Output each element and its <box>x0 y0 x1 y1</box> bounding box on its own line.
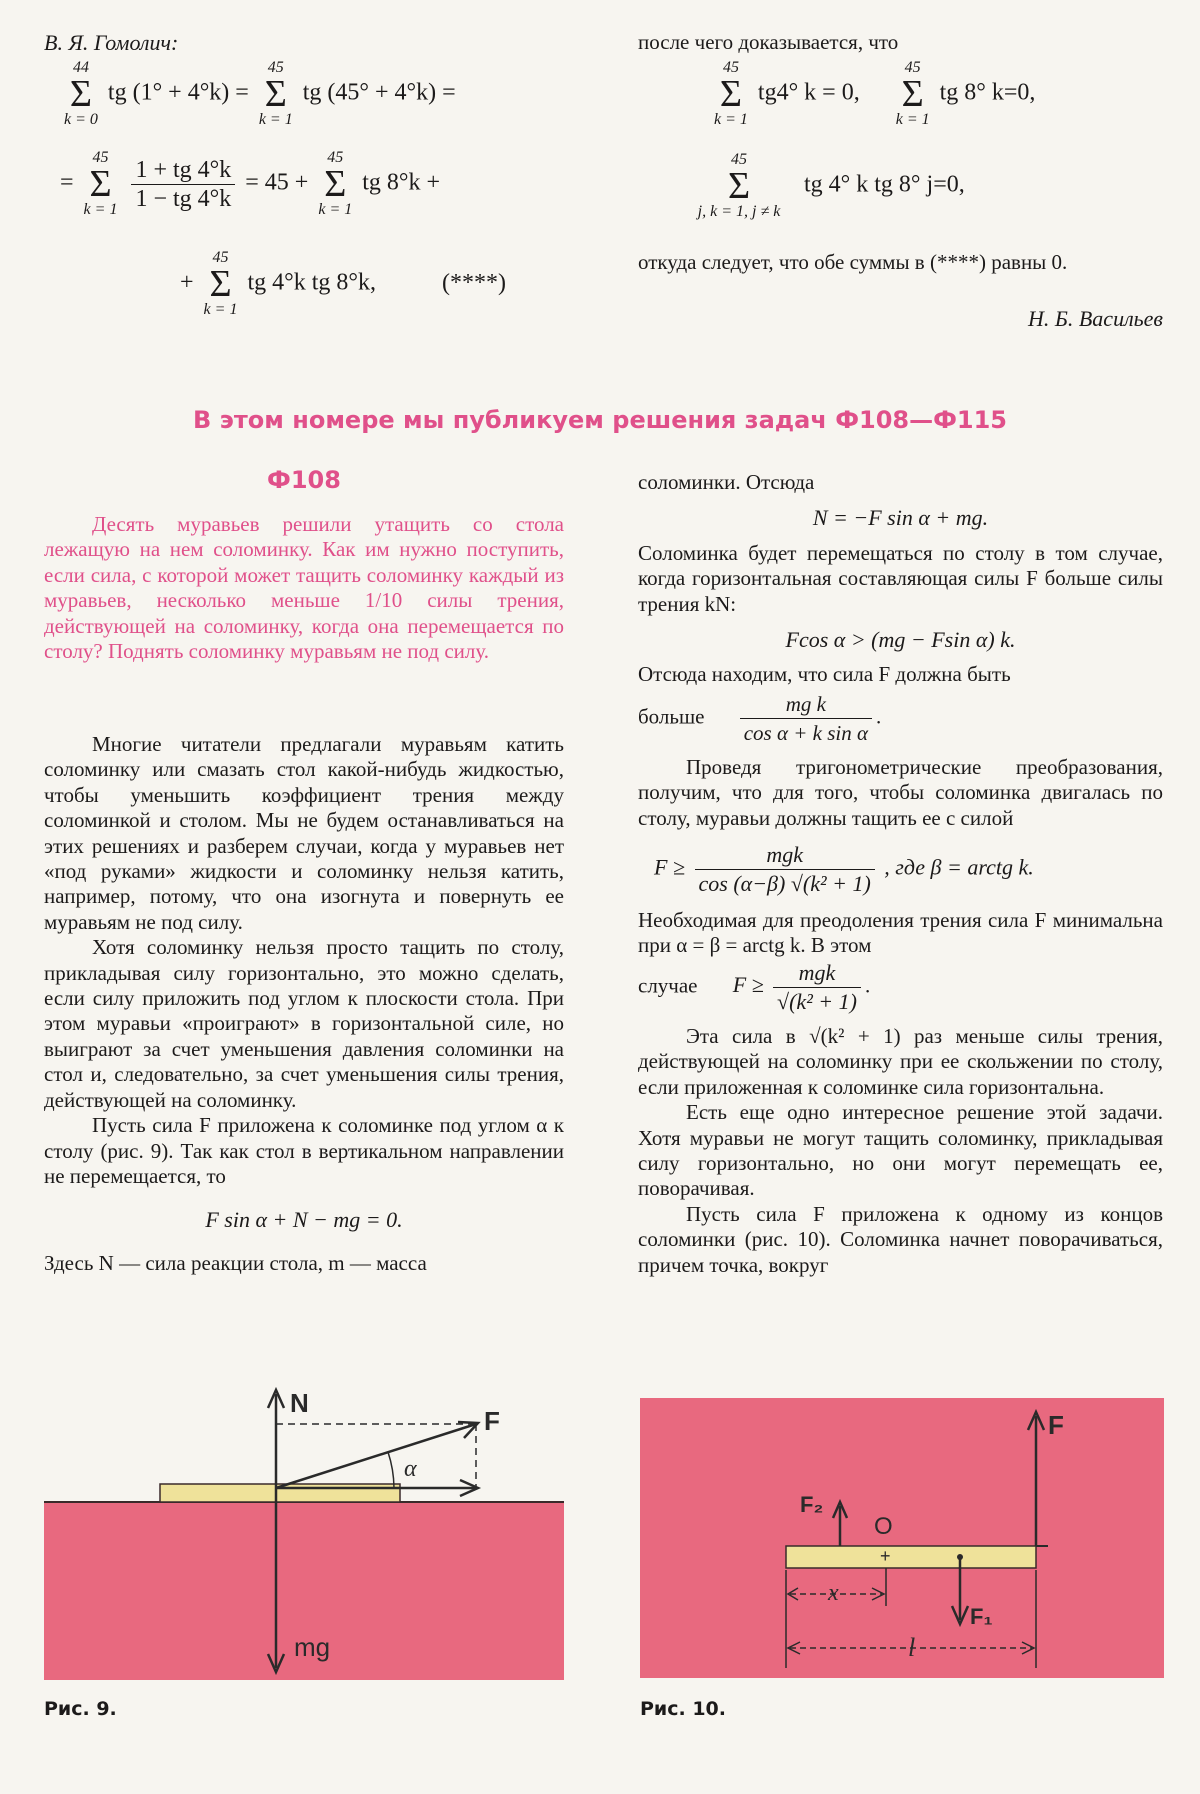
label-x: x <box>828 1580 839 1606</box>
problem-id: Ф108 <box>267 466 341 494</box>
left-paragraph-1: Многие читатели предлагали муравьям катить соломинку или смазать стол какой-нибудь жидкостью, чтобы уменьшить коэффициент трения между соломинкой и столом. Мы не будем останавливаться на этих решениях и разберем случаи, когда у муравьев нет «под руками» жидкости и соломинку нельзя катить, например, потому, что она изогнута и повернуть ее муравьям не под силу. <box>44 732 564 934</box>
problem-statement: Десять муравьев решили утащить со стола лежащую на нем соломинку. Как им нужно поступить, если сила, с которой может тащить соломинку каждый из муравьев, несколько меньше 1/10 силы трения, действующей на соломинку, когда она перемещается по столу? Поднять соломинку муравьям не под силу. <box>44 512 564 664</box>
equation-1: 44 Σ k = 0 tg (1° + 4°k) = 45 Σ k = 1 tg (45° + 4°k) = <box>64 59 456 128</box>
left-equation: F sin α + N − mg = 0. <box>205 1207 403 1233</box>
headline: В этом номере мы публикуем решения задач Ф108—Ф115 <box>193 406 1007 434</box>
figure-10 <box>640 1398 1164 1678</box>
arrow-F <box>276 1424 476 1488</box>
straw-2 <box>786 1546 1036 1568</box>
caption-fig-10: Рис. 10. <box>640 1698 726 1720</box>
equation-2: = 45 Σ k = 1 $\frac{1 + tg 4^\circ k}{1 - tg 4^\circ k}$ = 45 + 45 Σ k = 1 tg 8°k + <box>60 149 441 218</box>
svg-text:+: + <box>880 1546 891 1566</box>
figure-9 <box>44 1384 564 1680</box>
label-F: F <box>484 1406 500 1436</box>
right-equation-3: F ≥ $\frac{\text{mgk}}{\text{cos (α−β) √(k² + 1)}}$ , где β = arctg k. <box>654 842 1034 897</box>
label-O: O <box>874 1513 893 1540</box>
intro-right: после чего доказывается, что <box>638 30 899 54</box>
author-left: В. Я. Гомолич: <box>44 30 179 55</box>
label-N: N <box>290 1388 309 1418</box>
table-surface-2 <box>640 1398 1164 1678</box>
left-paragraph-2: Хотя соломинку нельзя просто тащить по столу, прикладывая силу горизонтально, это можно сделать, если силу приложить под углом к плоскости стола. При этом муравьи «проиграют» в горизонтальной силе, но выиграют за счет уменьшения давления соломинки на стол и, следовательно, за счет уменьшения силы трения, действующей на соломинку. <box>44 935 564 1112</box>
label-alpha: α <box>404 1456 417 1482</box>
caption-fig-9: Рис. 9. <box>44 1698 117 1720</box>
right-body: соломинки. Отсюда N = −F sin α + mg. Соломинка будет перемещаться по столу в том случае, когда горизонтальная составляющая силы F больше силы трения kN: Fcos α > (mg − Fsin α) k. Отсюда находим, что сила F должна быть больше $\frac{\text{mg k}}{\text{cos α + k sin α}}$ . Проведя тригонометрические преобразования, получим, что для того, чтобы соломинка двигалась по столу, муравьи должны тащить ее с силой F ≥ $\frac{\text{mgk}}{\text{cos (α−β) √(k² + 1)}}$ , где β = arctg k. Необходимая для преодоления трения сила F минимальна при α = β = arctg k. В этом случае F ≥ $\frac{\text{mgk}}{\text{√(k² + 1)}}$ . Эта сила в √(k² + 1) раз меньше силы трения, действующей на соломинку при ее скольжении по столу, если приложенная к соломинке сила горизонтальна. Есть еще одно интересное решение этой задачи. Хотя муравьи не могут тащить соломинку, прикладывая силу горизонтально, но они могут перемещать ее, поворачивая. Пусть сила F приложена к одному из концов соломинки (рис. 10). Соломинка начнет поворачиваться, причем точка, вокруг <box>638 470 1163 1277</box>
conclusion: откуда следует, что обе суммы в (****) равны 0. <box>638 250 1068 274</box>
label-F2: F₂ <box>800 1492 824 1517</box>
label-mg: mg <box>294 1632 331 1662</box>
left-paragraph-4: Здесь N — сила реакции стола, m — масса <box>44 1250 427 1275</box>
left-body <box>44 732 564 1276</box>
right-equation-1: 45 Σ k = 1 tg4° k = 0, 45 Σ k = 1 tg 8° k=0, <box>714 59 1036 128</box>
label-F-10: F <box>1048 1410 1064 1440</box>
label-F1: F₁ <box>970 1604 993 1629</box>
signature: Н. Б. Васильев <box>1028 306 1163 331</box>
equation-3: + 45 Σ k = 1 tg 4°k tg 8°k, (****) <box>180 249 506 318</box>
right-equation-2: 45 Σ j, k = 1, j ≠ k tg 4° k tg 8° j=0, <box>697 151 965 220</box>
label-l: l <box>908 1633 916 1662</box>
left-paragraph-3: Пусть сила F приложена к соломинке под углом α к столу (рис. 9). Так как стол в вертикальном направлении не перемещается, то <box>44 1113 564 1188</box>
